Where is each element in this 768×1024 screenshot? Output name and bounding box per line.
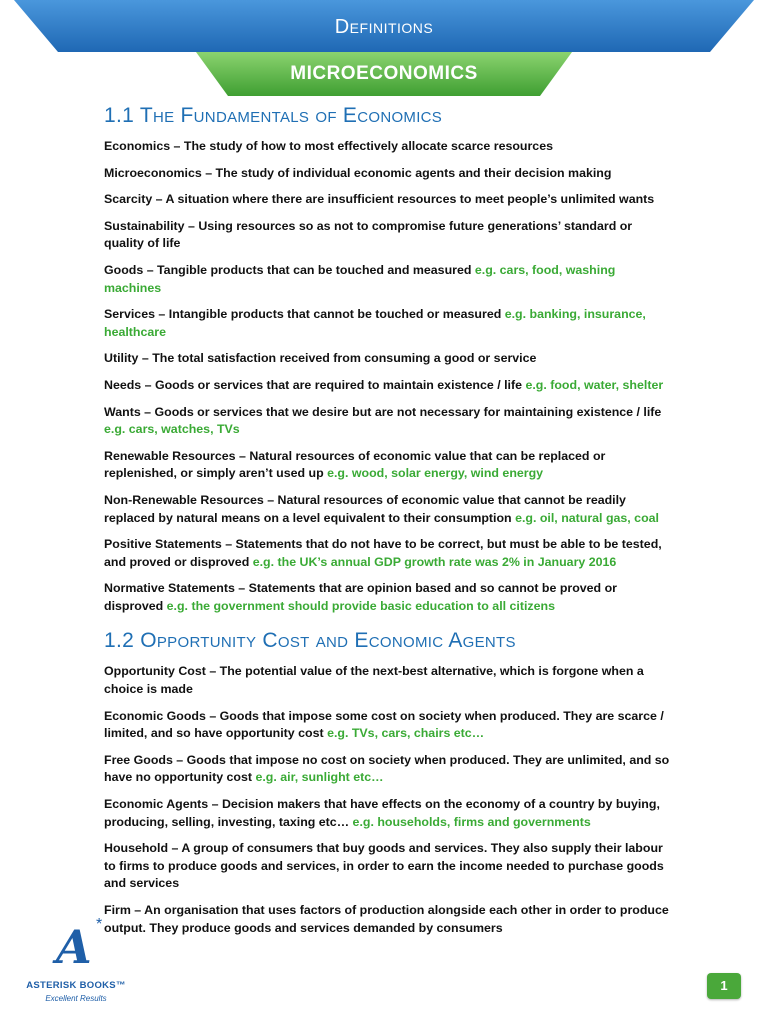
definition-text: – Statements that do not have to be correct, but must be able to be tested, and proved or disproved — [104, 537, 662, 569]
definition-entry — [104, 306, 670, 341]
definition-example: e.g. food, water, shelter — [525, 377, 664, 392]
definition-term: Goods — [104, 262, 144, 277]
definition-entry — [104, 902, 670, 937]
definition-text: – Using resources so as not to compromise future generations’ standard or quality of life — [104, 218, 633, 251]
definition-term: Economic Goods — [104, 708, 206, 723]
logo-tagline: Excellent Results — [45, 994, 107, 1003]
definition-entry — [104, 404, 670, 439]
definition-term: Opportunity Cost — [104, 664, 206, 679]
definition-text: – Decision makers that have effects on the economy of a country by buying, producing, selling, investing, taxing etc… — [104, 797, 660, 829]
document-body — [104, 100, 670, 946]
section-entries — [104, 663, 670, 937]
definition-term: Household — [104, 841, 169, 856]
definition-term: Microeconomics — [104, 165, 202, 180]
section-heading: 1.2 Opportunity Cost and Economic Agents — [104, 629, 516, 653]
definition-text: – The study of how to most effectively allocate scarce resources — [170, 139, 553, 153]
definition-example: e.g. wood, solar energy, wind energy — [327, 466, 544, 481]
definition-example: e.g. oil, natural gas, coal — [515, 510, 659, 525]
definition-term: Needs — [104, 377, 142, 392]
page-number-badge: 1 — [707, 973, 741, 999]
publisher-logo — [20, 916, 130, 1016]
definition-entry — [104, 165, 670, 183]
definition-term: Services — [104, 307, 155, 322]
definition-text: – Goods or services that we desire but are not necessary for maintaining existence / life — [140, 404, 662, 419]
definition-text: – The study of individual economic agents and their decision making — [201, 165, 612, 180]
definition-entry — [104, 492, 670, 527]
definition-entry — [104, 448, 670, 483]
definition-example: e.g. TVs, cars, chairs etc… — [327, 726, 485, 741]
definition-entry — [104, 708, 670, 743]
definition-entry — [104, 350, 670, 368]
definition-text: – A group of consumers that buy goods and services. They also supply their labour to firms to produce goods and services, in order to earn the income needed to purchase goods and services — [104, 841, 664, 891]
star-icon: * — [96, 916, 103, 933]
definition-example: e.g. banking, insurance, healthcare — [104, 307, 646, 339]
section-entries — [104, 138, 670, 615]
definition-term: Positive Statements — [104, 537, 222, 552]
definition-entry — [104, 580, 670, 615]
definition-entry — [104, 262, 670, 297]
definition-text: – Intangible products that cannot be touched or measured — [154, 307, 505, 322]
page-title: Definitions — [334, 16, 434, 38]
definition-term: Renewable Resources — [104, 448, 236, 463]
definition-entry — [104, 796, 670, 831]
definition-text: – Goods that impose no cost on society when produced. They are unlimited, and so have no opportunity cost — [104, 752, 670, 785]
definition-example: e.g. the UK’s annual GDP growth rate was 2% in January 2016 — [252, 554, 617, 569]
section-heading: 1.1 The Fundamentals of Economics — [104, 104, 443, 127]
definition-example: e.g. air, sunlight etc… — [255, 770, 384, 785]
definition-term: Sustainability — [104, 218, 185, 233]
page-subtitle: MICROECONOMICS — [290, 63, 478, 84]
definition-entry — [104, 752, 670, 787]
definition-term: Non-Renewable Resources — [104, 492, 264, 507]
definition-term: Economic Agents — [104, 797, 209, 812]
definition-term: Normative Statements — [104, 581, 235, 596]
definition-text: – Natural resources of economic value that cannot be readily replaced by natural means on a level equivalent to their consumption — [104, 492, 626, 525]
definition-term: Wants — [104, 404, 141, 419]
definition-example: e.g. cars, food, washing machines — [104, 262, 616, 295]
definition-text: – Tangible products that can be touched and measured — [143, 262, 475, 277]
definition-term: Free Goods — [104, 752, 173, 767]
definition-text: – An organisation that uses factors of production alongside each other in order to produce output. They produce goods and services demanded by consumers — [104, 903, 669, 935]
definition-text: – Goods that impose some cost on society when produced. They are scarce / limited, and so have opportunity cost — [104, 708, 664, 741]
definition-entry — [104, 536, 670, 571]
definition-text: – Natural resources of economic value that can be replaced or replenished, or simply aren’t used up — [104, 448, 606, 481]
definition-term: Economics — [104, 139, 171, 153]
logo-name: ASTERISK BOOKS™ — [26, 980, 126, 991]
definition-entry — [104, 377, 670, 395]
logo-letter: A — [56, 920, 92, 974]
definition-example: e.g. households, firms and governments — [352, 814, 591, 829]
definition-text: – A situation where there are insufficient resources to meet people’s unlimited wants — [152, 192, 655, 207]
definition-example: e.g. cars, watches, TVs — [104, 422, 240, 437]
definition-text: – Statements that are opinion based and so cannot be proved or disproved — [104, 581, 617, 613]
definition-text: – The total satisfaction received from consuming a good or service — [138, 351, 537, 366]
definition-text: – Goods or services that are required to maintain existence / life — [141, 377, 526, 392]
definition-text: – The potential value of the next-best alternative, which is forgone when a choice is made — [104, 664, 644, 697]
definition-entry — [104, 218, 670, 253]
definition-entry — [104, 840, 670, 893]
definition-entry — [104, 138, 670, 156]
definition-entry — [104, 663, 670, 698]
definition-term: Scarcity — [104, 192, 153, 207]
definition-entry — [104, 191, 670, 209]
definition-term: Firm — [104, 903, 131, 917]
definition-example: e.g. the government should provide basic education to all citizens — [166, 598, 555, 613]
definition-term: Utility — [104, 351, 139, 366]
